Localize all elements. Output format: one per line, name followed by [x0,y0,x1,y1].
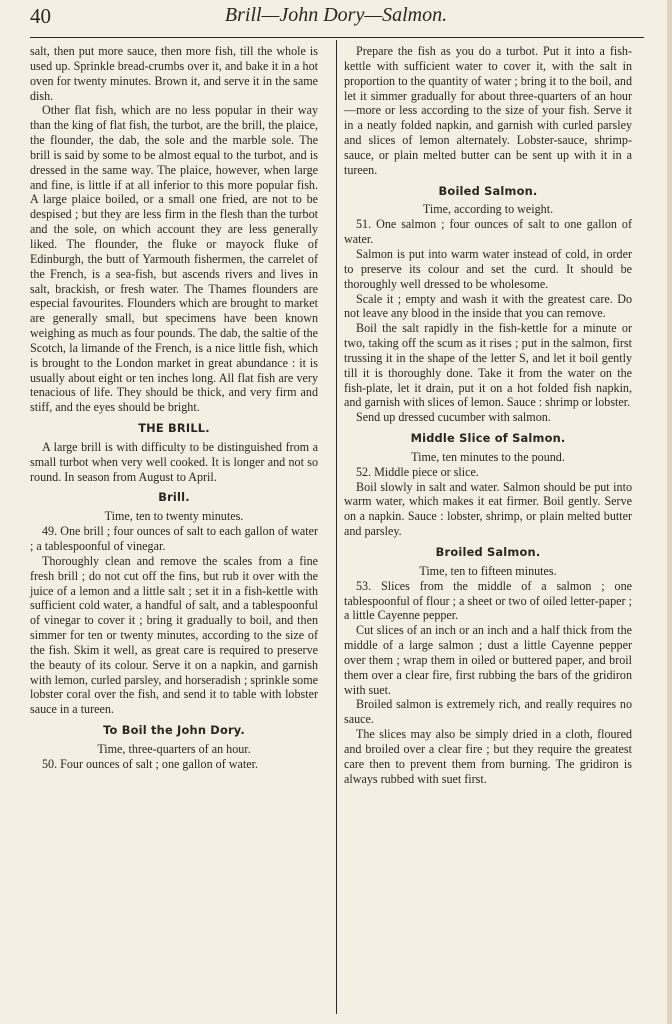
paragraph: The slices may also be simply dried in a cloth, floured and broiled over a clear fire ; but they require the greatest care then to prevent them from burning. The gridiron is always rubbed with suet first. [344,727,632,786]
paragraph: 52. Middle piece or slice. [356,464,479,479]
paragraph: Scale it ; empty and wash it with the greatest care. Do not leave any blood in the inside that you can remove. [344,291,632,321]
paragraph: 49. One brill ; four ounces of salt to each gallon of water ; a tablespoonful of vinegar. [30,524,318,553]
paragraph: 53. Slices from the middle of a salmon ; one tablespoonful of flour ; a sheet or two of oiled letter-paper ; a little Cayenne pepper. [344,578,632,623]
right-column [344,44,632,787]
page-edge [667,0,672,1024]
cooking-time: Time, three-quarters of an hour. [97,741,251,756]
paragraph: 51. One salmon ; four ounces of salt to one gallon of water. [344,217,632,247]
paragraph: Cut slices of an inch or an inch and a half thick from the middle of a large salmon ; dust a little Cayenne pepper over them ; wrap them in oiled or buttered paper, and broil them over a clear fire, first rubbing the bars of the gridiron with suet. [344,623,632,697]
paragraph: Send up dressed cucumber with salmon. [356,410,551,425]
header-rule [30,37,644,38]
paragraph: A large brill is with difficulty to be distinguished from a small turbot when very well cooked. It is longer and not so round. In season from August to April. [30,439,318,484]
cooking-time: Time, according to weight. [422,202,554,217]
left-column [30,44,318,772]
paragraph: Boil slowly in salt and water. Salmon should be put into warm water, which makes it eat firmer. Boil gently. Serve on a napkin. Sauce : lobster, shrimp, or plain melted butter and parsley. [344,479,632,539]
paragraph: Boil the salt rapidly in the fish-kettle for a minute or two, taking off the scum as it rises ; put in the salmon, first trussing it in the shape of the letter S, and let it boil gently till it is thoroughly done. Take it from the water on the fish-plate, let it drain, put it on a hot folded fish napkin, and garnish with slices of lemon. Sauce : shrimp or lobster. [344,321,632,410]
section-heading: Boiled Salmon. [438,183,538,198]
cooking-time: Time, ten to twenty minutes. [104,509,244,524]
section-heading: Brill. [158,490,190,505]
section-heading: THE BRILL. [138,421,210,436]
cooking-time: Time, ten to fifteen minutes. [419,563,557,578]
page-header [0,0,672,34]
paragraph: Salmon is put into warm water instead of cold, in order to preserve its colour and set the curd. It should be thoroughly well dressed to be wholesome. [344,246,632,291]
paragraph: Broiled salmon is extremely rich, and really requires no sauce. [344,697,632,727]
paragraph: Other flat fish, which are no less popular in their way than the king of flat fish, the turbot, are the brill, the plaice, the flounder, the dab, the sole and the marble sole. The brill is said by some to be almost equal to the turbot, and is dressed in the same way. The plaice, however, when large and fine, is little if at all inferior to this more popular fish. A large plaice boiled, or a small one fried, are not to be despised ; but they are less firm in the flesh than the turbot and the sole, on which account they are less generally liked. The flounder, the fluke or mayock fluke of Edinburgh, the butt of Yarmouth fishermen, the carrelet of the French, is a sea-fish, but ascends rivers and lives in salt, brackish, or fresh water. The Thames flounders are especial favourites. Flounders which are brought to market are generally small, but specimens have been known weighing as much as four pounds. The dab, the saltie of the Scotch, la limande of the French, is a nice little fish, which is brought to the London market in great abundance : it is usually about eight or ten inches long. All flat fish are very tenacious of life. They should be thick, and very firm and stiff, and the eyes should be bright. [30,103,318,415]
paragraph: Prepare the fish as you do a turbot. Put it into a fish-kettle with sufficient water to cover it, with the salt in proportion to the quantity of water ; bring it to the boil, and let it simmer gradually for about three-quarters of an hour—more or less according to the size of your fish. Serve it in a neatly folded napkin, and garnish with curled parsley and slices of lemon alternately. Lobster-sauce, shrimp-sauce, or plain melted butter can be sent up with it in a tureen. [344,44,632,177]
cooking-time: Time, ten minutes to the pound. [411,449,565,464]
paragraph: Thoroughly clean and remove the scales from a fine fresh brill ; do not cut off the fins, but rub it over with the juice of a lemon and a little salt ; set it in a fish-kettle with sufficient cold water, a handful of salt, and a tablespoonful of vinegar to cover it ; bring it gradually to boil, and then simmer for ten or twenty minutes, according to the size of the fish. Skim it well, as great care is required to preserve the beauty of its colour. Serve it on a napkin, and garnish with lemon, curled parsley, and horseradish ; sprinkle some lobster coral over the fish, and send it to table with lobster sauce in a tureen. [30,553,318,717]
section-heading: Broiled Salmon. [435,545,541,559]
page-number: 40 [30,4,51,28]
column-divider [336,40,337,1014]
section-heading: To Boil the John Dory. [103,723,245,738]
paragraph: salt, then put more sauce, then more fish, till the whole is used up. Sprinkle bread-crumbs over it, and bake it in a hot oven for twenty minutes. Brown it, and serve it in the same dish. [30,44,318,103]
running-head: Brill—John Dory—Salmon. [224,4,448,26]
paragraph: 50. Four ounces of salt ; one gallon of water. [42,756,258,771]
section-heading: Middle Slice of Salmon. [410,431,566,446]
